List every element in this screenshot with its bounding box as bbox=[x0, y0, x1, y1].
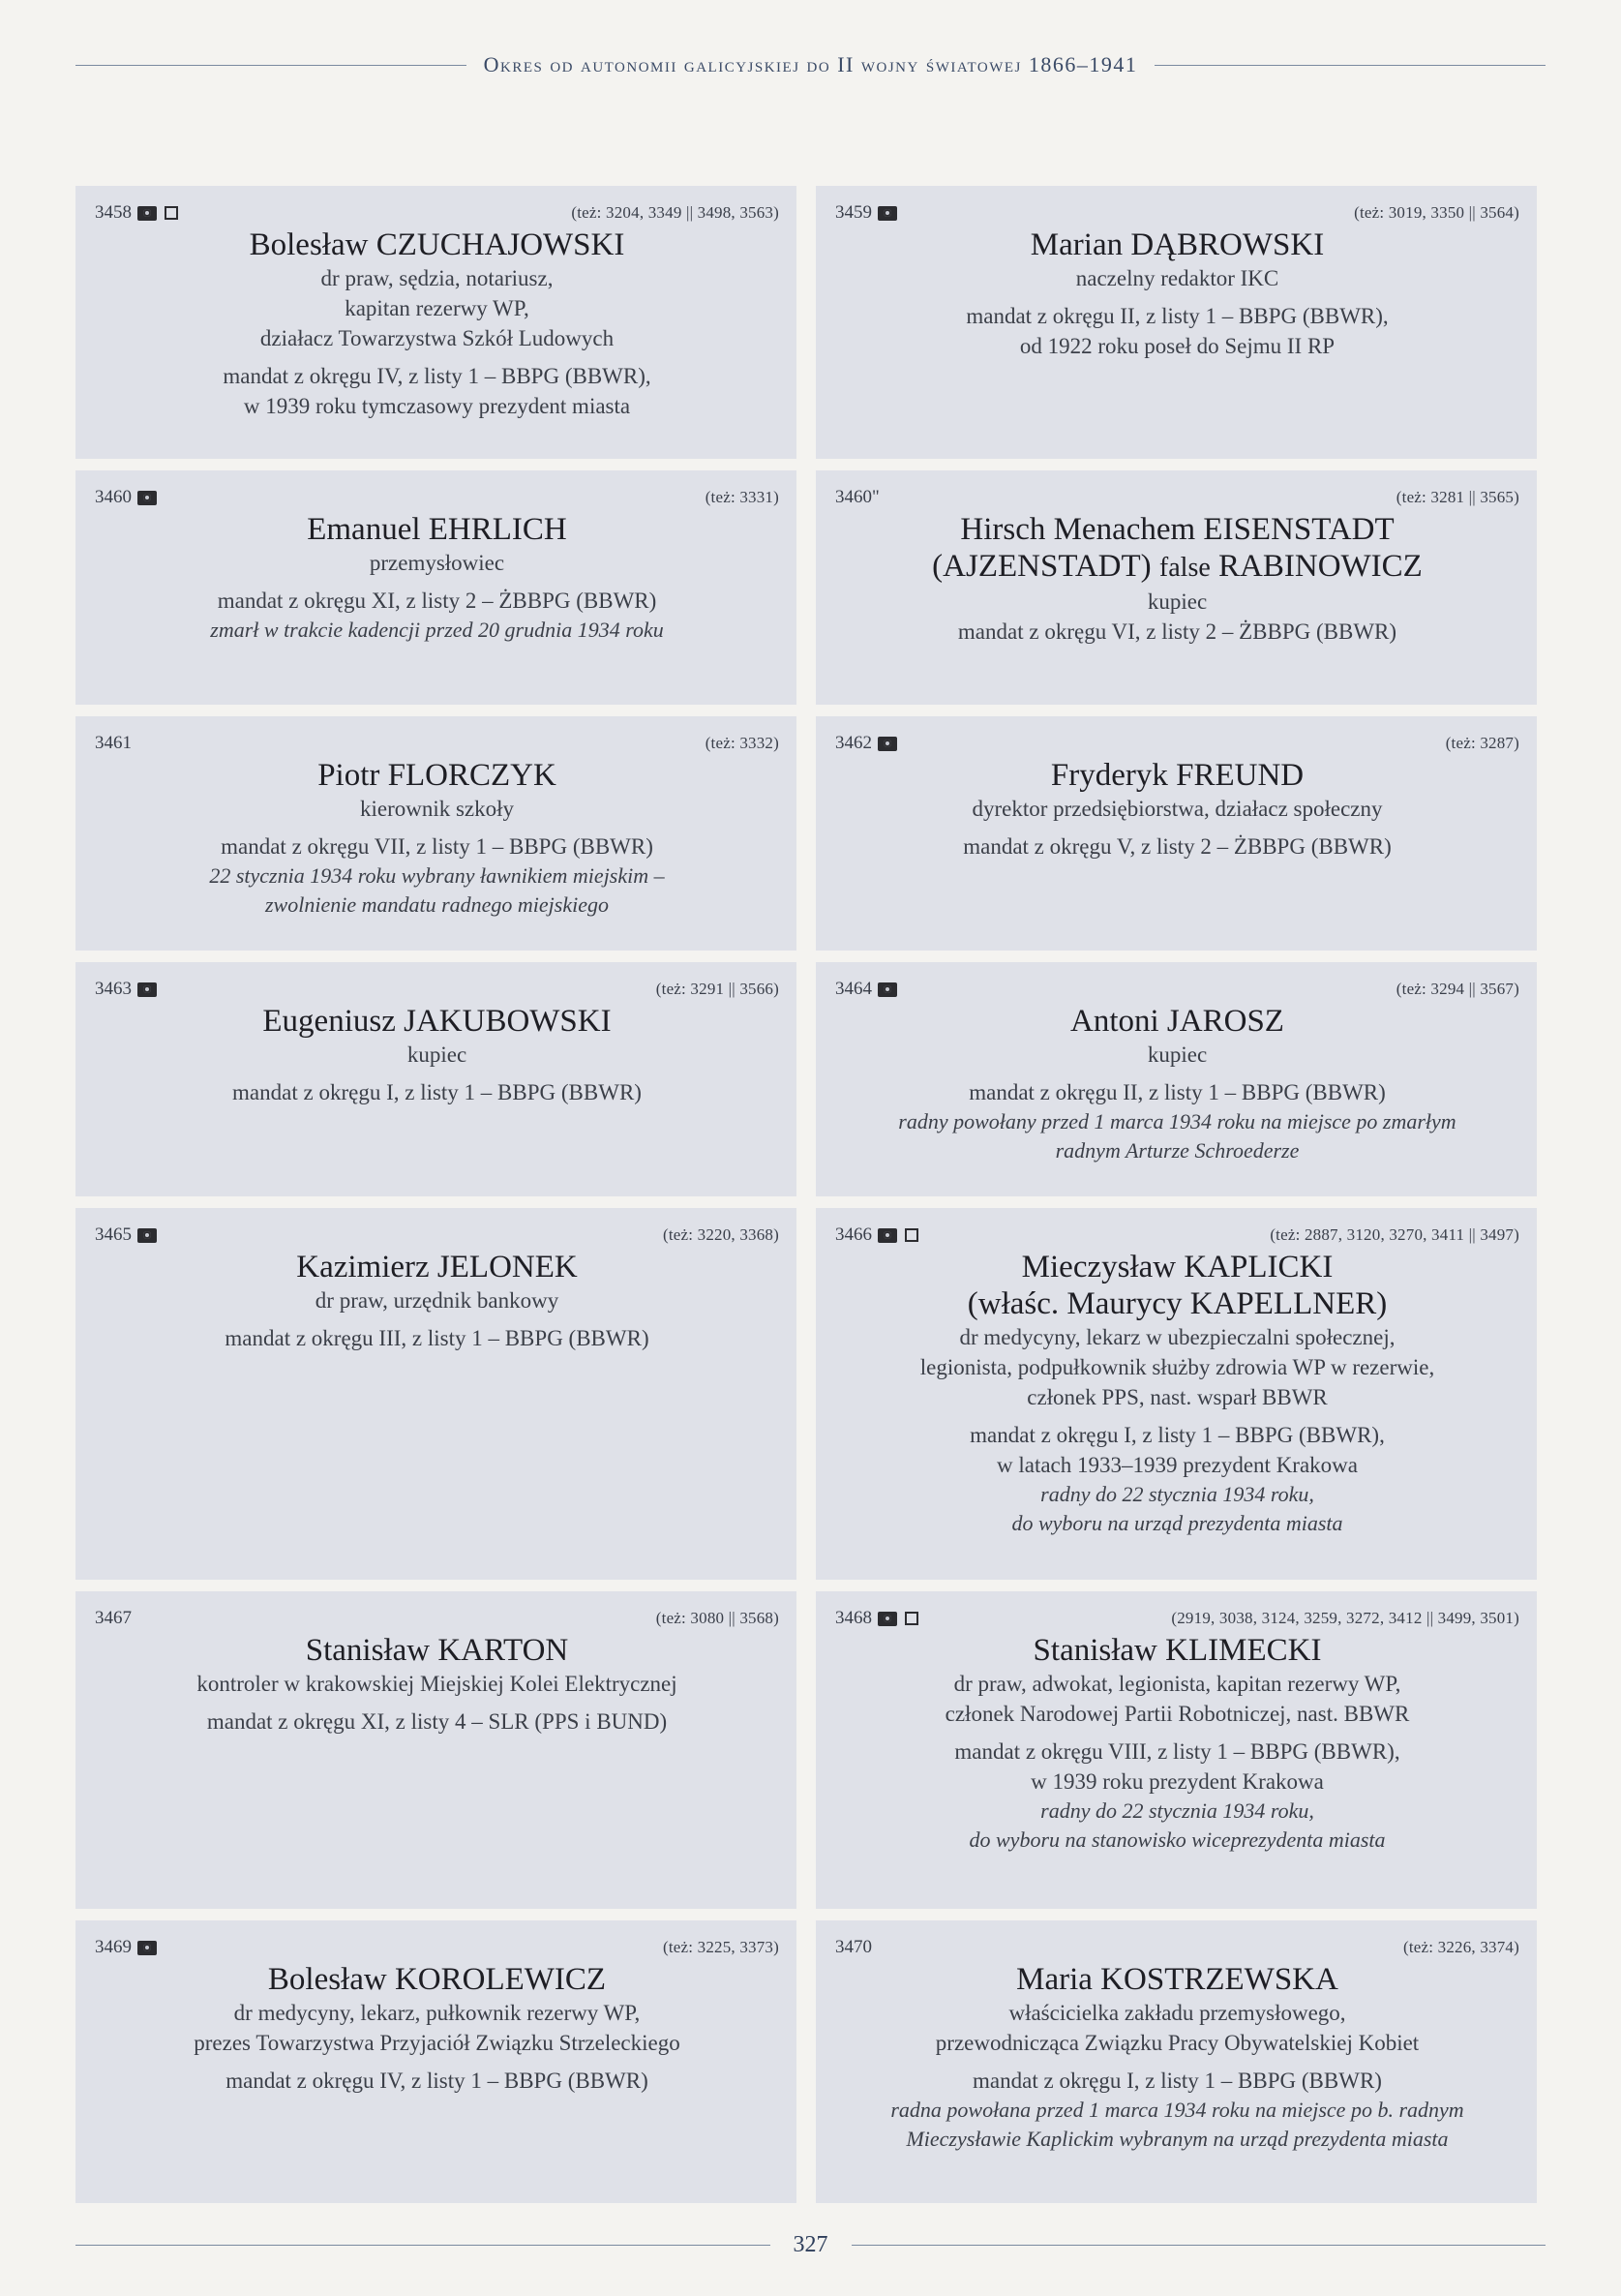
description: kontroler w krakowskiej Miejskiej Kolei Elektrycznej bbox=[196, 1672, 677, 1696]
entry-number: 3459 bbox=[835, 202, 872, 223]
page-number: 327 bbox=[793, 2231, 828, 2257]
header-rule-left bbox=[75, 65, 466, 66]
note-italic: radny do 22 stycznia 1934 roku, bbox=[1040, 1482, 1314, 1506]
entry-card bbox=[816, 186, 1537, 459]
person-name: Antoni JAROSZ bbox=[1070, 1004, 1284, 1039]
camera-icon bbox=[137, 1941, 157, 1955]
entry-number: 3461 bbox=[95, 733, 132, 753]
cross-reference: (też: 3291 || 3566) bbox=[655, 980, 779, 998]
camera-icon bbox=[137, 982, 157, 997]
person-name: Eugeniusz JAKUBOWSKI bbox=[262, 1004, 612, 1039]
cross-reference: (też: 3019, 3350 || 3564) bbox=[1354, 203, 1519, 222]
checkbox-square-icon bbox=[165, 206, 178, 220]
note-italic: do wyboru na urząd prezydenta miasta bbox=[1011, 1511, 1343, 1535]
description: naczelny redaktor IKC bbox=[1075, 266, 1279, 290]
description: członek PPS, nast. wsparł BBWR bbox=[1027, 1385, 1328, 1409]
cross-reference: (też: 3281 || 3565) bbox=[1396, 488, 1519, 506]
description: dr praw, urzędnik bankowy bbox=[315, 1288, 559, 1313]
cross-reference: (też: 3225, 3373) bbox=[662, 1938, 779, 1956]
note-italic: zmarł w trakcie kadencji przed 20 grudnia 1934 roku bbox=[210, 618, 664, 642]
cross-reference: (też: 3226, 3374) bbox=[1402, 1938, 1519, 1956]
cross-reference: (też: 3287) bbox=[1445, 734, 1519, 752]
entry-number: 3460 bbox=[95, 487, 132, 507]
person-name-alias: (AJZENSTADT) false RABINOWICZ bbox=[932, 549, 1423, 584]
description: kupiec bbox=[1147, 589, 1208, 614]
person-name: Bolesław CZUCHAJOWSKI bbox=[249, 227, 625, 262]
entry-card bbox=[75, 186, 796, 459]
mandate: mandat z okręgu II, z listy 1 – BBPG (BBWR), bbox=[966, 304, 1389, 328]
person-name: Piotr FLORCZYK bbox=[317, 758, 556, 793]
description: kupiec bbox=[406, 1042, 467, 1067]
note: w 1939 roku tymczasowy prezydent miasta bbox=[243, 394, 631, 418]
entry-number: 3458 bbox=[95, 202, 132, 223]
person-name: Emanuel EHRLICH bbox=[307, 512, 567, 547]
camera-icon bbox=[137, 206, 157, 221]
cross-reference: (też: 3294 || 3567) bbox=[1396, 980, 1519, 998]
entry-number: 3463 bbox=[95, 979, 132, 999]
mandate: mandat z okręgu II, z listy 1 – BBPG (BBWR) bbox=[969, 1080, 1386, 1104]
cross-reference: (też: 3080 || 3568) bbox=[655, 1609, 779, 1627]
note-italic: zwolnienie mandatu radnego miejskiego bbox=[264, 892, 609, 917]
mandate: mandat z okręgu I, z listy 1 – BBPG (BBWR) bbox=[232, 1080, 642, 1104]
camera-icon bbox=[137, 491, 157, 505]
running-header-title: Okres od autonomii galicyjskiej do II wojny światowej 1866–1941 bbox=[483, 52, 1138, 76]
entry-card bbox=[816, 1591, 1537, 1909]
person-name: Marian DĄBROWSKI bbox=[1030, 227, 1325, 262]
description: właścicielka zakładu przemysłowego, bbox=[1008, 2001, 1346, 2025]
description: działacz Towarzystwa Szkół Ludowych bbox=[259, 326, 615, 350]
entry-number: 3465 bbox=[95, 1224, 132, 1245]
entry-number: 3466 bbox=[835, 1224, 872, 1245]
description: przemysłowiec bbox=[369, 551, 505, 575]
camera-icon bbox=[878, 982, 897, 997]
camera-icon bbox=[137, 1228, 157, 1243]
entry-number: 3462 bbox=[835, 733, 872, 753]
footer-rule-left bbox=[75, 2245, 770, 2246]
description: prezes Towarzystwa Przyjaciół Związku Strzeleckiego bbox=[194, 2031, 680, 2055]
description: kupiec bbox=[1147, 1042, 1208, 1067]
person-name: Bolesław KOROLEWICZ bbox=[267, 1962, 607, 1997]
person-name: Fryderyk FREUND bbox=[1050, 758, 1305, 793]
footer-rule-right bbox=[852, 2245, 1546, 2246]
running-header bbox=[75, 50, 1546, 79]
note-italic: radna powołana przed 1 marca 1934 roku na miejsce po b. radnym bbox=[890, 2098, 1464, 2122]
description: dr medycyny, lekarz w ubezpieczalni społecznej, bbox=[959, 1325, 1396, 1349]
camera-icon bbox=[878, 1612, 897, 1626]
entry-card bbox=[816, 716, 1537, 951]
person-name: Mieczysław KAPLICKI bbox=[1021, 1250, 1334, 1284]
mandate: mandat z okręgu VI, z listy 2 – ŻBBPG (BBWR) bbox=[957, 619, 1397, 644]
checkbox-square-icon bbox=[905, 1612, 918, 1625]
person-name-alias: (właśc. Maurycy KAPELLNER) bbox=[967, 1286, 1388, 1321]
entry-card bbox=[816, 1208, 1537, 1580]
entry-card bbox=[816, 962, 1537, 1196]
person-name: Hirsch Menachem EISENSTADT bbox=[960, 512, 1395, 547]
entries-grid bbox=[75, 186, 1537, 2203]
person-name: Maria KOSTRZEWSKA bbox=[1016, 1962, 1338, 1997]
entry-card bbox=[816, 1920, 1537, 2203]
entry-card bbox=[75, 1591, 796, 1909]
note-italic: radny do 22 stycznia 1934 roku, bbox=[1040, 1798, 1314, 1823]
mandate: mandat z okręgu III, z listy 1 – BBPG (BBWR) bbox=[225, 1326, 649, 1350]
note-italic: radnym Arturze Schroederze bbox=[1055, 1138, 1300, 1163]
camera-icon bbox=[878, 737, 897, 751]
entry-card bbox=[75, 470, 796, 705]
entry-number: 3460" bbox=[835, 487, 880, 507]
note-italic: 22 stycznia 1934 roku wybrany ławnikiem miejskim – bbox=[209, 863, 665, 888]
cross-reference: (też: 3204, 3349 || 3498, 3563) bbox=[571, 203, 779, 222]
description: dr medycyny, lekarz, pułkownik rezerwy WP, bbox=[233, 2001, 641, 2025]
note-italic: radny powołany przed 1 marca 1934 roku na miejsce po zmarłym bbox=[898, 1109, 1456, 1133]
mandate: mandat z okręgu IV, z listy 1 – BBPG (BBWR), bbox=[223, 364, 651, 388]
mandate: mandat z okręgu I, z listy 1 – BBPG (BBWR), bbox=[970, 1423, 1385, 1447]
page-footer bbox=[75, 2230, 1546, 2259]
description: dr praw, adwokat, legionista, kapitan rezerwy WP, bbox=[953, 1672, 1401, 1696]
cross-reference: (też: 3332) bbox=[705, 734, 779, 752]
description: kapitan rezerwy WP, bbox=[345, 296, 529, 320]
entry-number: 3464 bbox=[835, 979, 872, 999]
mandate: mandat z okręgu I, z listy 1 – BBPG (BBWR) bbox=[973, 2069, 1382, 2093]
mandate: mandat z okręgu XI, z listy 2 – ŻBBPG (BBWR) bbox=[217, 589, 657, 613]
person-name: Stanisław KARTON bbox=[305, 1633, 569, 1668]
person-name: Stanisław KLIMECKI bbox=[1033, 1633, 1322, 1668]
entry-card bbox=[75, 962, 796, 1196]
description: legionista, podpułkownik służby zdrowia WP w rezerwie, bbox=[919, 1355, 1435, 1379]
cross-reference: (też: 3331) bbox=[705, 488, 779, 506]
camera-icon bbox=[878, 206, 897, 221]
person-name: Kazimierz JELONEK bbox=[296, 1250, 578, 1284]
mandate: mandat z okręgu V, z listy 2 – ŻBBPG (BBWR) bbox=[963, 834, 1392, 859]
cross-reference: (2919, 3038, 3124, 3259, 3272, 3412 || 3499, 3501) bbox=[1171, 1609, 1519, 1627]
description: przewodnicząca Związku Pracy Obywatelskiej Kobiet bbox=[935, 2031, 1420, 2055]
camera-icon bbox=[878, 1228, 897, 1243]
mandate: mandat z okręgu VIII, z listy 1 – BBPG (BBWR), bbox=[954, 1739, 1400, 1764]
mandate: mandat z okręgu VII, z listy 1 – BBPG (BBWR) bbox=[221, 834, 653, 859]
entry-number: 3467 bbox=[95, 1608, 132, 1628]
description: kierownik szkoły bbox=[359, 797, 515, 821]
description: członek Narodowej Partii Robotniczej, nast. BBWR bbox=[945, 1702, 1410, 1726]
checkbox-square-icon bbox=[905, 1228, 918, 1242]
note: w latach 1933–1939 prezydent Krakowa bbox=[997, 1453, 1358, 1477]
mandate: mandat z okręgu XI, z listy 4 – SLR (PPS i BUND) bbox=[206, 1709, 668, 1734]
note: od 1922 roku poseł do Sejmu II RP bbox=[1019, 334, 1336, 358]
mandate: mandat z okręgu IV, z listy 1 – BBPG (BBWR) bbox=[225, 2069, 648, 2093]
note-italic: Mieczysławie Kaplickim wybranym na urząd prezydenta miasta bbox=[906, 2127, 1449, 2151]
cross-reference: (też: 3220, 3368) bbox=[662, 1225, 779, 1244]
entry-card bbox=[816, 470, 1537, 705]
entry-card bbox=[75, 716, 796, 951]
entry-number: 3469 bbox=[95, 1937, 132, 1957]
entry-number: 3470 bbox=[835, 1937, 872, 1957]
description: dr praw, sędzia, notariusz, bbox=[320, 266, 554, 290]
entry-number: 3468 bbox=[835, 1608, 872, 1628]
note-italic: do wyboru na stanowisko wiceprezydenta miasta bbox=[969, 1828, 1386, 1852]
cross-reference: (też: 2887, 3120, 3270, 3411 || 3497) bbox=[1270, 1225, 1519, 1244]
header-rule-right bbox=[1155, 65, 1546, 66]
entry-card bbox=[75, 1920, 796, 2203]
entry-card bbox=[75, 1208, 796, 1580]
note: w 1939 roku prezydent Krakowa bbox=[1031, 1769, 1324, 1794]
description: dyrektor przedsiębiorstwa, działacz społeczny bbox=[972, 797, 1383, 821]
